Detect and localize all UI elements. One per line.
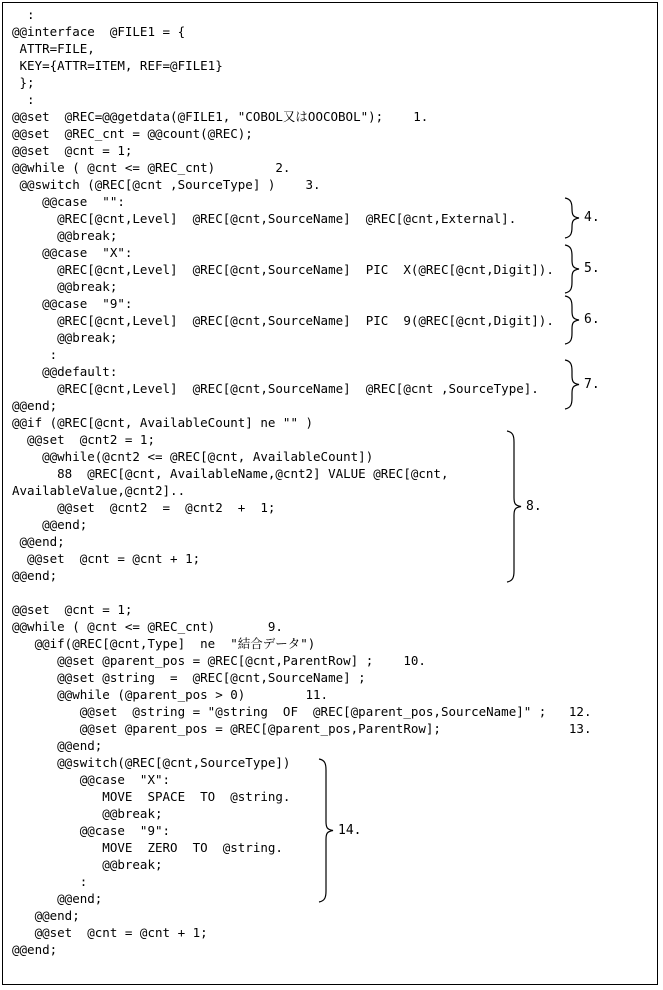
code-line: @@switch (@REC[@cnt ,SourceType] ) 3.: [12, 177, 321, 192]
code-line: @@if (@REC[@cnt, AvailableCount] ne "" ): [12, 415, 314, 430]
code-line: @@set @parent_pos = @REC[@parent_pos,ParentRow]; 13.: [12, 721, 592, 736]
code-line: @@while ( @cnt <= @REC_cnt) 2.: [12, 160, 291, 175]
code-line: :: [12, 874, 88, 889]
code-line: @@case "X":: [12, 772, 171, 787]
code-line: @@case "9":: [12, 823, 171, 838]
code-line: @@set @cnt = @cnt + 1;: [12, 925, 208, 940]
code-line: @@set @cnt2 = @cnt2 + 1;: [12, 500, 276, 515]
code-line: @@case "":: [12, 194, 125, 209]
code-line: @@set @REC_cnt = @@count(@REC);: [12, 126, 253, 141]
code-line: @REC[@cnt,Level] @REC[@cnt,SourceName] PIC 9(@REC[@cnt,Digit]).: [12, 313, 554, 328]
annotation-number: 4.: [584, 210, 600, 225]
annotation-number: 7.: [584, 376, 600, 392]
code-line: @@end;: [12, 398, 58, 413]
code-line: @@set @cnt2 = 1;: [12, 432, 155, 447]
code-line: @@end;: [12, 942, 58, 957]
code-line: @@break;: [12, 806, 163, 821]
code-line: @@end;: [12, 908, 80, 923]
code-line: @@end;: [12, 891, 103, 906]
code-line: @@break;: [12, 330, 118, 345]
annotation-number: 14.: [338, 822, 362, 838]
code-line: @@end;: [12, 517, 88, 532]
code-listing: [12, 6, 652, 958]
code-line: @@set @string = "@string OF @REC[@parent_pos,SourceName]" ; 12.: [12, 704, 592, 719]
code-line: ATTR=FILE,: [12, 41, 95, 56]
code-line: @REC[@cnt,Level] @REC[@cnt,SourceName] @REC[@cnt,External].: [12, 211, 517, 226]
code-line: :: [12, 347, 58, 362]
code-line: [12, 584, 652, 601]
code-line: @@case "9":: [12, 296, 133, 311]
code-line: AvailableValue,@cnt2]..: [12, 483, 186, 498]
code-line: MOVE ZERO TO @string.: [12, 840, 283, 855]
code-line: :: [12, 92, 35, 107]
code-line: @@default:: [12, 364, 118, 379]
code-line: @@set @cnt = 1;: [12, 143, 133, 158]
code-line: @@if(@REC[@cnt,Type] ne "結合データ"): [12, 636, 316, 651]
code-line: 88 @REC[@cnt, AvailableName,@cnt2] VALUE @REC[@cnt,: [12, 466, 449, 481]
code-line: @@break;: [12, 228, 118, 243]
code-line: @@while (@parent_pos > 0) 11.: [12, 687, 329, 702]
code-line: KEY={ATTR=ITEM, REF=@FILE1}: [12, 58, 223, 73]
annotation-number: 8.: [526, 498, 542, 514]
code-line: @REC[@cnt,Level] @REC[@cnt,SourceName] @REC[@cnt ,SourceType].: [12, 381, 539, 396]
code-line: @@end;: [12, 738, 103, 753]
code-line: @@switch(@REC[@cnt,SourceType]): [12, 755, 291, 770]
code-line: @REC[@cnt,Level] @REC[@cnt,SourceName] PIC X(@REC[@cnt,Digit]).: [12, 262, 554, 277]
code-line: MOVE SPACE TO @string.: [12, 789, 291, 804]
code-line: @@set @cnt = 1;: [12, 602, 133, 617]
code-line: :: [12, 7, 35, 22]
code-line: @@end;: [12, 568, 58, 583]
code-line: @@set @string = @REC[@cnt,SourceName] ;: [12, 670, 366, 685]
code-line: @@interface @FILE1 = {: [12, 24, 186, 39]
annotation-number: 5.: [584, 261, 600, 276]
code-line: @@case "X":: [12, 245, 133, 260]
code-line: @@end;: [12, 534, 65, 549]
code-line: @@while ( @cnt <= @REC_cnt) 9.: [12, 619, 283, 634]
code-line: @@set @parent_pos = @REC[@cnt,ParentRow] ; 10.: [12, 653, 426, 668]
code-line: @@set @cnt = @cnt + 1;: [12, 551, 201, 566]
code-line: @@break;: [12, 857, 163, 872]
code-line: @@set @REC=@@getdata(@FILE1, "COBOL又はOOCOBOL"); 1.: [12, 109, 429, 124]
code-line: @@while(@cnt2 <= @REC[@cnt, AvailableCount]): [12, 449, 374, 464]
code-line: @@break;: [12, 279, 118, 294]
annotation-number: 6.: [584, 312, 600, 327]
code-line: };: [12, 75, 35, 90]
